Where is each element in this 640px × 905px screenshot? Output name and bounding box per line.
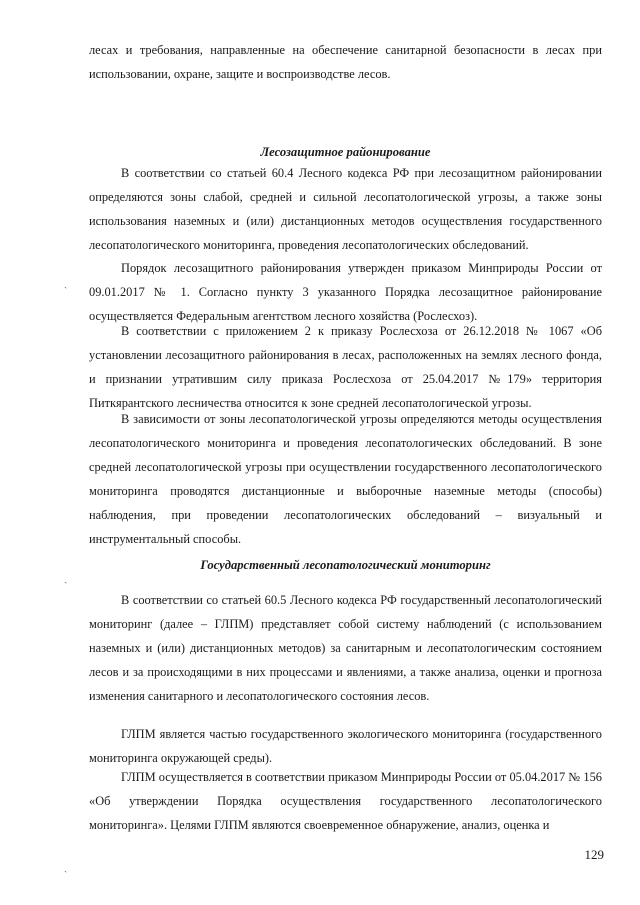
- paragraph-continuation: лесах и требования, направленные на обеспечение санитарной безопасности в лесах при использовании, охране, защите и воспроизводстве лесов.: [89, 43, 602, 81]
- scan-speck: ˏ: [64, 573, 68, 584]
- paragraph-zoning-order: Порядок лесозащитного районирования утвержден приказом Минприроды России от 09.01.2017 № 1. Согласно пункту 3 указанного Порядка лесозащитное районирование осуществляется Федеральным агентством лесного хозяйства (Рослесхоз).: [89, 261, 602, 323]
- paragraph-zoning-annex: В соответствии с приложением 2 к приказу Рослесхоза от 26.12.2018 № 1067 «Об установлении лесозащитного районирования в лесах, расположенных на землях лесного фонда, и признании утратившим силу приказа Рослесхоза от 25.04.2017 №179» территория Питкярантского лесничества относится к зоне средней лесопатологической угрозы.: [89, 324, 602, 410]
- page-number: 129: [584, 847, 604, 862]
- scan-speck: ˏ: [64, 862, 68, 873]
- paragraph-monitoring-part: ГЛПМ является частью государственного экологического мониторинга (государственного мониторинга окружающей среды).: [89, 727, 602, 765]
- paragraph-monitoring-order: ГЛПМ осуществляется в соответствии приказом Минприроды России от 05.04.2017 № 156 «Об утверждении Порядка осуществления государственного лесопатологического мониторинга». Целями ГЛПМ являются своевременное обнаружение, анализ, оценка и: [89, 770, 602, 832]
- paragraph-zoning-article: В соответствии со статьей 60.4 Лесного кодекса РФ при лесозащитном районировании определяются зоны слабой, средней и сильной лесопатологической угрозы, а также зоны использования наземных и (или) дистанционных методов осуществления государственного лесопатологического мониторинга, проведения лесопатологических обследований.: [89, 166, 602, 252]
- paragraph-monitoring-definition: В соответствии со статьей 60.5 Лесного кодекса РФ государственный лесопатологический мониторинг (далее – ГЛПМ) представляет собой систему наблюдений (с использованием наземных и (или) дистанционных методов) за санитарным и лесопатологическим состоянием лесов и за происходящими в них процессами и явлениями, а также анализа, оценки и прогноза изменения санитарного и лесопатологического состояния лесов.: [89, 593, 602, 703]
- section-heading-state-monitoring: Государственный лесопатологический мониторинг: [200, 558, 491, 572]
- section-heading-forest-zoning: Лесозащитное районирование: [260, 145, 431, 159]
- paragraph-monitoring-methods: В зависимости от зоны лесопатологической угрозы определяются методы осуществления лесопатологического мониторинга и проведения лесопатологических обследований. В зоне средней лесопатологической угрозы при осуществлении государственного лесопатологического мониторинга проводятся дистанционные и выборочные наземные методы (способы) наблюдения, при проведении лесопатологических обследований – визуальный и инструментальный способы.: [89, 412, 602, 546]
- scan-speck: ˏ: [64, 278, 68, 289]
